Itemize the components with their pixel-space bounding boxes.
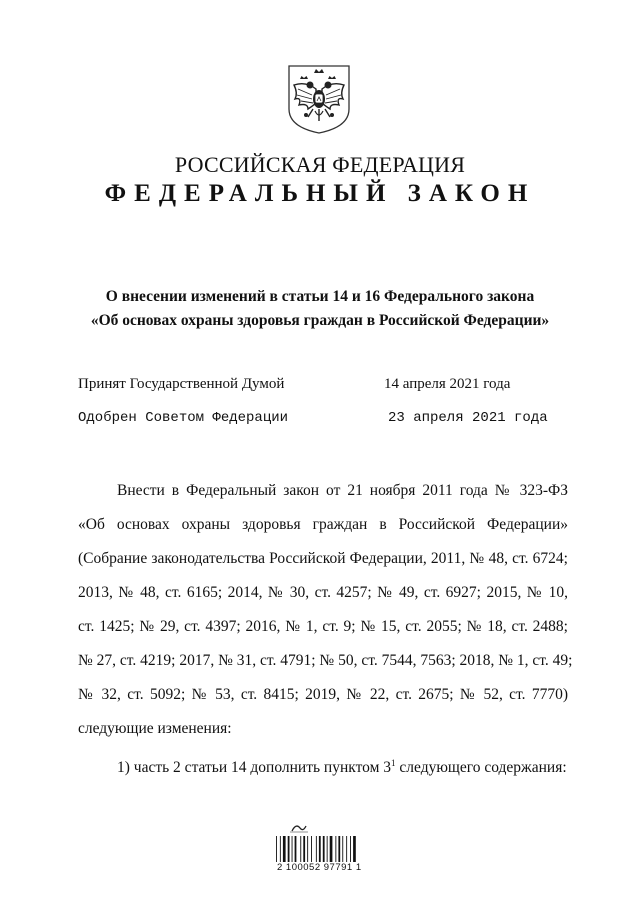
- body-line: 2013, № 48, ст. 6165; 2014, № 30, ст. 4257; № 49, ст. 6927; 2015, № 10,: [78, 584, 568, 601]
- council-approval-label: Одобрен Советом Федерации: [78, 410, 289, 426]
- document-type-heading: ФЕДЕРАЛЬНЫЙ ЗАКОН: [104, 180, 536, 207]
- duma-adoption-label: Принят Государственной Думой: [78, 376, 285, 392]
- body-line: (Собрание законодательства Российской Федерации, 2011, № 48, ст. 6724;: [78, 550, 568, 567]
- barcode-icon: [274, 824, 358, 882]
- body-line: Внести в Федеральный закон от 21 ноября 2011 года № 323-ФЗ: [117, 482, 568, 499]
- country-heading: РОССИЙСКАЯ ФЕДЕРАЦИЯ: [174, 152, 466, 177]
- barcode-number: 2 100052 97791 1: [277, 862, 362, 873]
- body-line: ст. 1425; № 29, ст. 4397; 2016, № 1, ст. 9; № 15, ст. 2055; № 18, ст. 2488;: [78, 618, 568, 635]
- amendment-item-1: [117, 758, 568, 777]
- amendment-item-1-text-end: следующего содержания:: [395, 759, 567, 777]
- body-line: № 32, ст. 5092; № 53, ст. 8415; 2019, № 22, ст. 2675; № 52, ст. 7770): [78, 686, 568, 703]
- body-line: следующие изменения:: [78, 720, 232, 737]
- duma-adoption-date: 14 апреля 2021 года: [384, 376, 511, 392]
- body-line: № 27, ст. 4219; 2017, № 31, ст. 4791; № 50, ст. 7544, 7563; 2018, № 1, ст. 49;: [78, 652, 573, 669]
- law-title-line-1: О внесении изменений в статьи 14 и 16 Федерального закона: [105, 288, 535, 305]
- body-line: «Об основах охраны здоровья граждан в Российской Федерации»: [78, 516, 568, 533]
- coat-of-arms-icon: [286, 63, 352, 135]
- amendment-item-1-superscript: 1: [391, 758, 396, 768]
- amendment-item-1-text: 1) часть 2 статьи 14 дополнить пунктом 3: [117, 759, 392, 777]
- council-approval-date: 23 апреля 2021 года: [388, 410, 548, 426]
- law-title-line-2: «Об основах охраны здоровья граждан в Российской Федерации»: [90, 312, 550, 329]
